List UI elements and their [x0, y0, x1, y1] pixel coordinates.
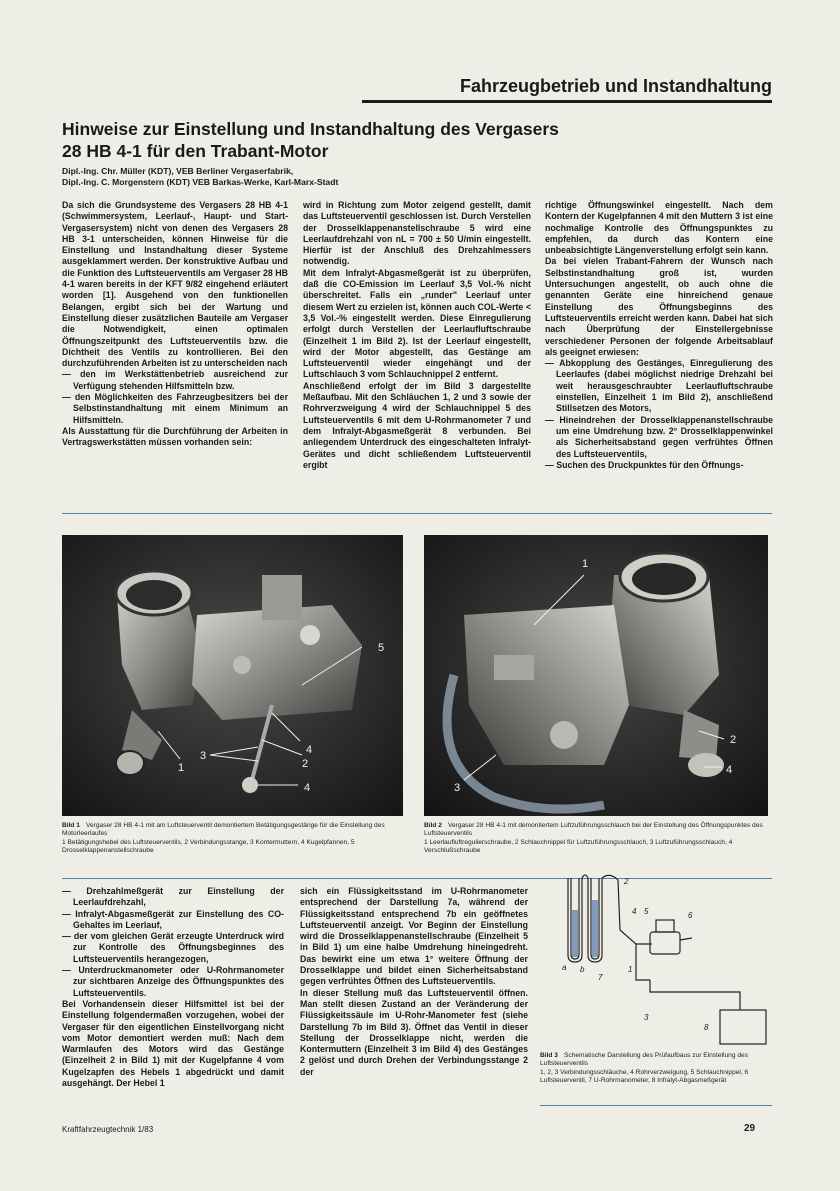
- text-column-4: [62, 886, 284, 1108]
- callout-label: 1: [628, 965, 633, 974]
- caption-text: Vergaser 28 HB 4-1 mit demontiertem Luftzuführungsschlauch bei der Einstellung des Öffnungspunktes des Luftsteuerventils: [424, 822, 763, 838]
- callout-label: 2: [302, 758, 309, 770]
- text-column-1: [62, 200, 288, 506]
- figure-1-caption: [62, 822, 407, 856]
- callout-label: 6: [688, 911, 693, 920]
- article-title: [62, 118, 782, 162]
- list-item: — den Möglichkeiten des Fahrzeugbesitzers bei der Selbstinstandhaltung mit einem Minimum an Hilfsmitteln.: [62, 392, 288, 425]
- title-line-2: 28 HB 4-1 für den Trabant-Motor: [62, 141, 329, 161]
- footer-source: Kraftfahrzeugtechnik 1/83: [62, 1125, 154, 1134]
- callout-label: 3: [454, 782, 461, 794]
- callout-label: 3: [644, 1013, 649, 1022]
- figure-label: Bild 2: [424, 822, 442, 829]
- paragraph: wird in Richtung zum Motor zeigend gestellt, damit das Luftsteuerventil geschlossen ist. Durch Verstellen der Drosselklappenanstellschraube 5 wird eine Leerlaufdrehzahl von nL = 700 ± 50 U/min eingestellt. Hierfür ist der Anschluß des Drehzahlmessers notwendig.: [303, 200, 531, 267]
- callout-label: 2: [624, 877, 629, 886]
- callout-label: 7: [598, 973, 603, 982]
- list: [62, 369, 288, 425]
- list: [545, 358, 773, 471]
- callout-label: 4: [632, 907, 637, 916]
- figure-2-photo: [424, 535, 768, 816]
- carburetor-photo-2: [424, 535, 768, 816]
- text-column-5: [300, 886, 528, 1108]
- text-column-3: [545, 200, 773, 506]
- paragraph: In dieser Stellung muß das Luftsteuerventil öffnen. Man stellt diesen Zustand an der Veränderung der Flüssigkeitssäule im U-Rohr-Manometer fest (siehe Darstellung 7b im Bild 3). Öffnet das Ventil in dieser Stellung der Drosselklappe nicht, werden die Kontermuttern (Einzelheit 3 im Bild 4) des Gestänges 2 gelöst und durch Drehen der Verbindungsstange 2 der: [300, 987, 528, 1077]
- figure-1-photo: [62, 535, 403, 816]
- list-item: — den im Werkstättenbetrieb ausreichend zur Verfügung stehenden Hilfsmitteln bzw.: [62, 369, 288, 391]
- callout-label: 1: [582, 558, 589, 570]
- authors: [62, 166, 782, 188]
- list-item: — Unterdruckmanometer oder U-Rohrmanometer zur sichtbaren Anzeige des Öffnungspunktes des Luftsteuerventils.: [62, 965, 284, 998]
- paragraph: Mit dem Infralyt-Abgasmeßgerät ist zu überprüfen, daß die CO-Emission im Leerlauf 3,5 Vol.-% nicht überschreitet. Falls ein „runder" Leerlauf unter diesem Wert zu erzielen ist, können auch COL-Werte < 3,5 Vol.-% eingestellt werden. Diese Einregulierung erfolgt durch Verstellen der Leerlaufluftschraube (Einzelheit 1 im Bild 2). Ist der Leerlauf eingestellt, wird der Motor abgestellt, das Gestänge am Luftsteuerventil wieder eingehängt und der Luftschlauch 3 vom Schlauchnippel 2 entfernt.: [303, 267, 531, 380]
- callout-label: 5: [644, 907, 649, 916]
- figure-3-caption: [540, 1052, 772, 1086]
- figure-label: Bild 1: [62, 822, 80, 829]
- caption-legend: 1 Betätigungshebel des Luftsteuerventils, 2 Verbindungsstange, 3 Kontermuttern, 4 Kugelpfannen, 5 Drosselklappenanstellschraube: [62, 838, 355, 855]
- section-header: Fahrzeugbetrieb und Instandhaltung: [362, 72, 772, 103]
- paragraph: Bei Vorhandensein dieser Hilfsmittel ist bei der Einstellung folgendermaßen vorzugehen, wobei der Vergaser für den eigentlichen Einstellvorgang nicht vom Motor demontiert werden muß: Nach dem Warmlaufen des Motors wird das Gestänge (Einzelheit 2 in Bild 1) mit der Kugelpfanne 4 vom Kugelzapfen des Hebels 1 abgedrückt und damit ausgehängt. Der Hebel 1: [62, 998, 284, 1089]
- figure-3-diagram: [540, 870, 772, 1048]
- list-item: — Abkopplung des Gestänges, Einregulierung des Leerlaufes (dabei möglichst niedrige Drehzahl bei weit herausgeschraubter Leerlaufluftschraube einstellen, Einzelheit 1 im Bild 2), anschließend Stillsetzen des Motors,: [545, 358, 773, 414]
- callout-label: 4: [306, 744, 313, 756]
- figure-2-caption: [424, 822, 768, 856]
- author-1: Dipl.-Ing. Chr. Müller (KDT), VEB Berliner Vergaserfabrik,: [62, 166, 294, 176]
- paragraph: Da bei vielen Trabant-Fahrern der Wunsch nach Selbstinstandhaltung groß ist, wurden Untersuchungen angestellt, ob auch ohne die genannten Geräte eine hinreichend genaue Einstellung des Öffnungsbeginns des Luftsteuerventils erreicht werden kann. Dabei hat sich nach Überprüfung der Einstellergebnisse verschiedener Personen der folgende Arbeitsablauf als geeignet erwiesen:: [545, 256, 773, 357]
- paragraph: sich ein Flüssigkeitsstand im U-Rohrmanometer entsprechend der Darstellung 7a, während der Flüssigkeitsstand entsprechend 7b ein geöffnetes Luftsteuerventil anzeigt. Vor Beginn der Einstellung wird die Drosselklappenanstellschraube (Einzelheit 5 in Bild 1) um eine halbe Umdrehung hineingedreht. Das bewirkt eine um etwa 1° weitere Öffnung der Drosselklappe und bildet einen Sicherheitsabstand gegen verfrühtes Öffnen des Luftsteuerventils.: [300, 886, 528, 987]
- caption-text: Vergaser 28 HB 4-1 mit am Luftsteuerventil demontiertem Betätigungsgestänge für die Einstellung des Motorleerlaufes: [62, 822, 385, 838]
- paragraph: Als Ausstattung für die Durchführung der Arbeiten in Vertragswerkstätten müssen vorhanden sein:: [62, 425, 288, 448]
- callout-label: 5: [378, 642, 385, 654]
- paragraph: Anschließend erfolgt der im Bild 3 dargestellte Meßaufbau. Mit den Schläuchen 1, 2 und 3 sowie der Rohrverzweigung 4 wird der Schlauchnippel 5 des Luftsteuerventils 6 mit dem U-Rohrmanometer 7 und dem Infralyt-Abgasmeßgerät 8 verbunden. Bei anliegendem Unterdruck des eingeschalteten Infralyt-Gerätes und dicht schließendem Luftsteuerventil ergibt: [303, 380, 531, 470]
- title-line-1: Hinweise zur Einstellung und Instandhaltung des Vergasers: [62, 119, 559, 139]
- callout-label: 3: [200, 750, 207, 762]
- page-number: 29: [744, 1123, 756, 1134]
- list-item: — Infralyt-Abgasmeßgerät zur Einstellung des CO-Gehaltes im Leerlauf,: [62, 908, 284, 930]
- author-2: Dipl.-Ing. C. Morgenstern (KDT) VEB Barkas-Werke, Karl-Marx-Stadt: [62, 177, 339, 187]
- list-item: — der vom gleichen Gerät erzeugte Unterdruck wird zur Kontrolle des Öffnungsbeginnes des Luftsteuerventils herangezogen,: [62, 931, 284, 964]
- test-setup-schematic: [540, 870, 772, 1048]
- callout-label: 4: [304, 782, 311, 794]
- divider: [540, 1105, 772, 1106]
- callout-label: a: [562, 963, 567, 972]
- caption-legend: 1 Leerlaufluftregulierschraube, 2 Schlauchnippel für Luftzuführungsschlauch, 3 Luftzuführungsschlauch, 4 Verschlußschraube: [424, 838, 733, 855]
- caption-text: Schematische Darstellung des Prüfaufbaus zur Einstellung des Luftsteuerventils: [540, 1052, 748, 1068]
- callout-label: 2: [730, 734, 737, 746]
- text-column-2: [303, 200, 531, 506]
- callout-label: b: [580, 965, 585, 974]
- caption-legend: 1, 2, 3 Verbindungsschläuche, 4 Rohrverzweigung, 5 Schlauchnippel, 6 Luftsteuerventil, 7 U-Rohrmanometer, 8 Infralyt-Abgasmeßgerät: [540, 1068, 749, 1085]
- callout-label: 4: [726, 764, 733, 776]
- divider: [62, 513, 772, 514]
- callout-label: 1: [178, 762, 185, 774]
- callout-label: 8: [704, 1023, 709, 1032]
- paragraph: richtige Öffnungswinkel eingestellt. Nach dem Kontern der Kugelpfannen 4 mit den Muttern 3 ist eine nochmalige Kontrolle des Öffnungspunktes zu empfehlen, da durch das Kontern eine unbeabsichtigte Längenverstellung erfolgt sein kann.: [545, 200, 773, 256]
- figure-label: Bild 3: [540, 1052, 558, 1059]
- list: [62, 886, 284, 999]
- list-item: — Drehzahlmeßgerät zur Einstellung der Leerlaufdrehzahl,: [62, 886, 284, 908]
- paragraph: Da sich die Grundsysteme des Vergasers 28 HB 4-1 (Schwimmersystem, Leerlauf-, Haupt- und Start-Vergasersystem) nicht von denen des Vergasers 28 HB 3-1 unterscheiden, können Hinweise für die Einstellung und Instandhaltung dieser Systeme ausgeklammert werden. Der konstruktive Aufbau und die Funktion des Luftsteuerventils am Vergaser 28 HB 4-1 waren bereits in der KFT 9/82 eingehend erläutert worden [1]. Ausgehend von den funktionellen Belangen, ergibt sich bei der Wartung und Einstellung dieser zusätzlichen Bauteile am Vergaser die Notwendigkeit, einen optimalen Öffnungszeitpunkt des Luftsteuerventils bzw. die Dichtheit des Ventils zu kontrollieren. Bei den durchzuführenden Arbeiten ist zu unterscheiden nach: [62, 200, 288, 369]
- list-item: — Hineindrehen der Drosselklappenanstellschraube um eine Umdrehung bzw. 2° Drosselklappenwinkel als Sicherheitsabstand gegen verfrühtes Öffnen des Luftsteuerventils,: [545, 414, 773, 459]
- list-item: — Suchen des Druckpunktes für den Öffnungs-: [545, 459, 744, 470]
- carburetor-photo-1: [62, 535, 403, 816]
